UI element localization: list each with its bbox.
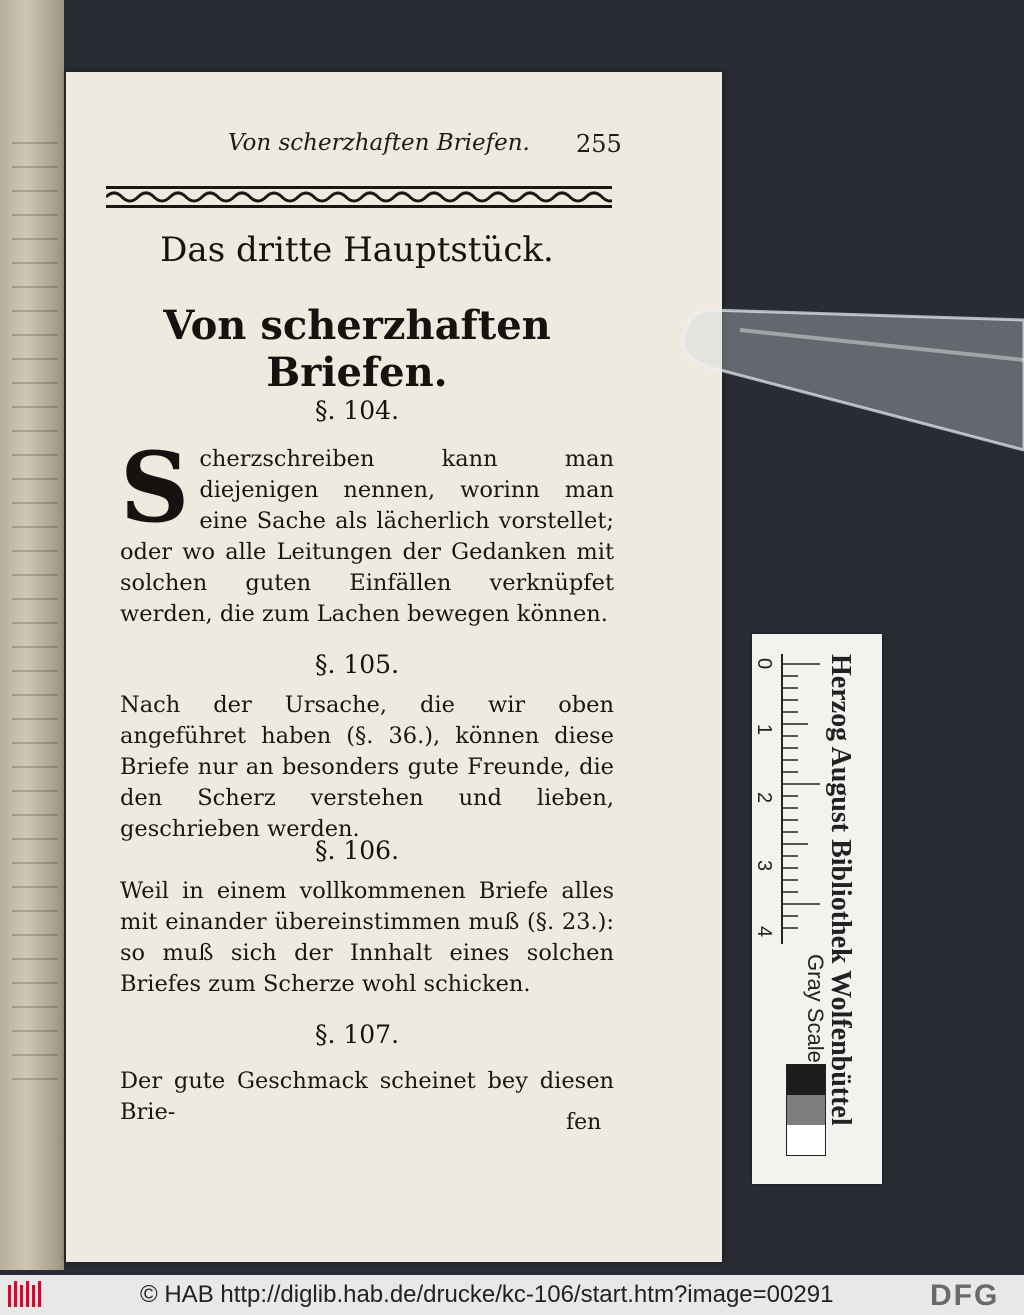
swatch-black (787, 1065, 825, 1095)
footer-copyright-link[interactable]: © HAB http://diglib.hab.de/drucke/kc-106/start.htm?image=00291 (140, 1281, 834, 1308)
swatch-white (787, 1125, 825, 1155)
ruler-number: 1 (753, 723, 776, 736)
ruler-number: 4 (753, 925, 776, 938)
facing-page-text-lines (12, 120, 58, 1100)
ruler-number: 3 (753, 859, 776, 872)
running-title: Von scherzhaften Briefen. (228, 130, 530, 156)
ruler (780, 654, 820, 944)
footer-bar (0, 1275, 1024, 1315)
gray-swatches (786, 1064, 826, 1156)
swatch-gray (787, 1095, 825, 1125)
paragraph-105: Nach der Ursache, die wir oben angeführet haben (§. 36.), können diese Briefe nur an besonders gute Freunde, die den Scherz verstehen und lieben, geschrieben werden. (120, 692, 614, 842)
section-heading-106: §. 106. (314, 836, 400, 865)
drop-cap: S (120, 431, 190, 544)
card-institution-label: Herzog August Bibliothek Wolfenbüttel (825, 654, 856, 1126)
gray-scale-label: Gray Scale (803, 954, 828, 1063)
hab-logo-icon (6, 1279, 46, 1311)
paragraph-107: Der gute Geschmack scheinet bey diesen Brie- (120, 1068, 614, 1125)
page-number: 255 (576, 130, 622, 158)
section-heading-105: §. 105. (314, 650, 400, 679)
section-title: Von scherzhaften Briefen. (163, 302, 551, 396)
ruler-number: 2 (753, 791, 776, 804)
book-page (66, 72, 722, 1262)
color-reference-card (752, 634, 882, 1184)
paragraph-text: cherzschreiben kann man diejenigen nennen, worinn man eine Sache als lächerlich vorstellet; oder wo alle Leitungen der Gedanken mit solchen guten Einfällen verknüpfet werden, die zum Lachen bewegen können. (120, 446, 614, 627)
section-heading-104: §. 104. (314, 396, 400, 425)
paragraph-106: Weil in einem vollkommenen Briefe alles mit einander übereinstimmen muß (§. 23.): so muß sich der Innhalt eines solchen Briefes zum Scherze wohl schicken. (120, 878, 614, 997)
glass-page-clip (680, 300, 1024, 460)
catchword: fen (566, 1110, 602, 1135)
running-head (66, 130, 722, 170)
ornament-band (106, 186, 612, 208)
section-heading-107: §. 107. (314, 1020, 400, 1049)
facing-page-edge (0, 0, 64, 1270)
ruler-number: 0 (753, 657, 776, 670)
chapter-heading: Das dritte Hauptstück. (160, 230, 554, 270)
dfg-logo: DFG (930, 1279, 1000, 1312)
paragraph-104 (120, 431, 614, 630)
